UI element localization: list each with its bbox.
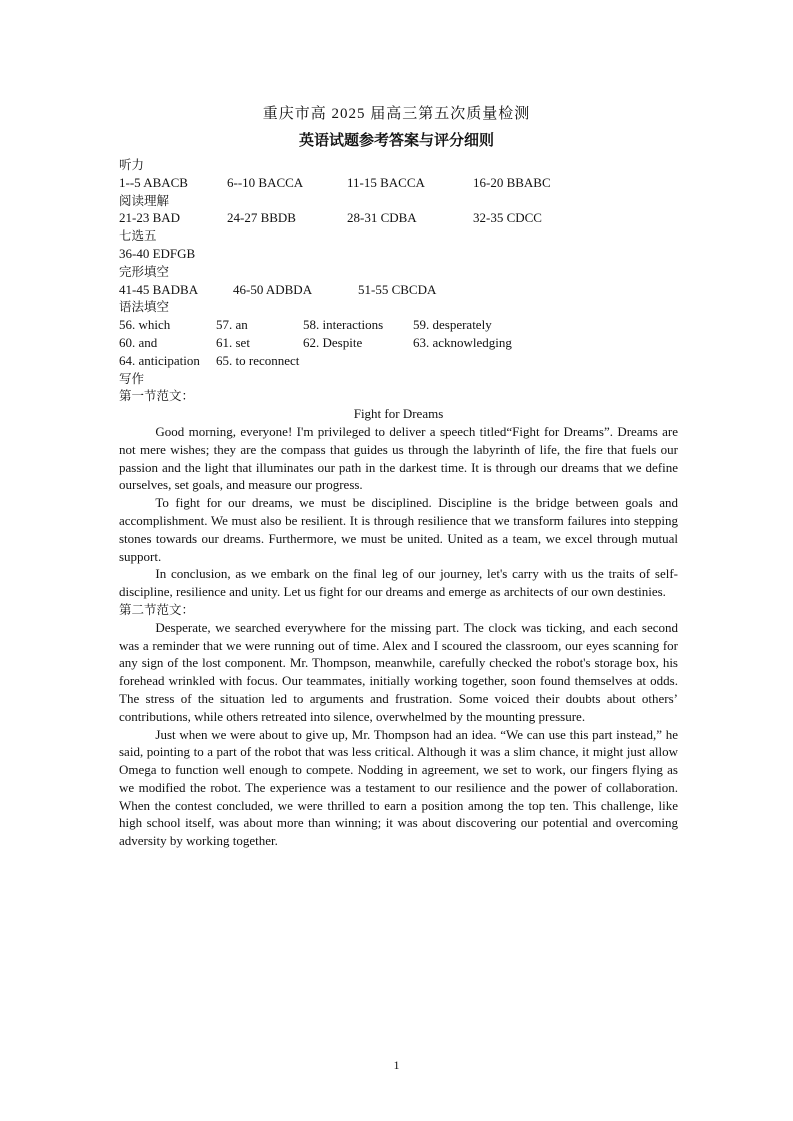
grammar-answer: 58. interactions [303,317,384,333]
section-label-grammar: 语法填空 [119,299,170,315]
section-label-seven-five: 七选五 [119,228,157,244]
grammar-answer: 61. set [216,334,250,350]
essay2-paragraph: Desperate, we searched everywhere for the missing part. The clock was ticking, and each second was a reminder that we were running out of time. Alex and I scoured the classroom, our eyes scanning for any sign of the lost component. Mr. Thompson, meanwhile, carefully checked the robot's storage box, his forehead wrinkled with focus. Our teammates, initially working together, soon found themselves at odds. The stress of the situation led to arguments and frustration. Some voiced their doubts about others’ contributions, while others retreated into silence, overwhelmed by the mounting pressure. [119,619,678,724]
answer-group: 51-55 CBCDA [358,281,437,297]
answer-group: 28-31 CDBA [347,210,417,226]
essay1-paragraph: Good morning, everyone! I'm privileged to deliver a speech titled“Fight for Dreams”. Dreams are not mere wishes; they are the compass that guides us through the labyrinth of life, the fire that fuels our passion and the light that illuminates our path in the darkest time. It is through our dreams that we define ourselves, set goals, and measure our progress. [119,423,678,493]
answer-content [119,156,678,850]
answer-group: 16-20 BBABC [473,174,551,190]
grammar-answers-row [119,316,678,334]
grammar-answer: 64. anticipation [119,352,200,368]
listening-answers [119,174,678,192]
answer-group: 11-15 BACCA [347,174,425,190]
essay1-paragraph: In conclusion, as we embark on the final leg of our journey, let's carry with us the traits of self- discipline, resilience and unity. Let us fight for our dreams and emerge as architects of our own destinies. [119,566,678,600]
grammar-answers-row [119,334,678,352]
essay1-paragraph: To fight for our dreams, we must be disciplined. Discipline is the bridge between goals and accomplishment. We must also be resilient. It is through resilience that we transform failures into stepping stones towards our dreams. Furthermore, we must be united. United as a team, we excel through mutual support. [119,495,678,564]
section-label-writing: 写作 [119,370,145,386]
seven-five-answers [119,245,678,263]
section-label-reading: 阅读理解 [119,192,170,208]
section-label-cloze: 完形填空 [119,263,170,279]
answer-group: 36-40 EDFGB [119,245,196,261]
answer-group: 41-45 BADBA [119,281,199,297]
grammar-answer: 63. acknowledging [413,334,512,350]
section1-label: 第一节范文： [119,388,195,404]
section-label-listening: 听力 [119,157,145,172]
grammar-answer: 65. to reconnect [216,352,300,368]
answer-group: 46-50 ADBDA [233,281,313,297]
answer-group: 1--5 ABACB [119,174,188,190]
answer-group: 32-35 CDCC [473,210,542,226]
grammar-answer: 60. and [119,334,158,350]
answer-group: 21-23 BAD [119,210,181,226]
answer-group: 6--10 BACCA [227,174,304,190]
grammar-answer: 59. desperately [413,317,492,333]
essay1-title: Fight for Dreams [353,406,444,422]
grammar-answer: 62. Despite [303,334,363,350]
page-number: 1 [393,1058,400,1072]
grammar-answer: 56. which [119,317,171,333]
grammar-answer: 57. an [216,317,248,333]
section2-label: 第二节范文： [119,601,195,617]
answer-key-title: 英语试题参考答案与评分细则 [298,131,494,149]
reading-answers [119,209,678,227]
exam-title: 重庆市高 2025 届高三第五次质量检测 [262,106,531,122]
grammar-answers-row [119,352,678,370]
cloze-answers [119,281,678,299]
essay2-paragraph: Just when we were about to give up, Mr. Thompson had an idea. “We can use this part instead,” he said, pointing to a part of the robot that was less critical. Although it was a slim chance, it might just allow Omega to function well enough to compete. Nodding in agreement, we set to work, our fingers flying as we modified the robot. The experience was a testament to our resilience and the power of collaboration. When the contest concluded, we were thrilled to earn a position among the top ten. This challenge, like high school itself, was about more than winning; it was about discovering our potential and overcoming adversity by working together. [119,726,678,849]
answer-group: 24-27 BBDB [227,210,296,226]
